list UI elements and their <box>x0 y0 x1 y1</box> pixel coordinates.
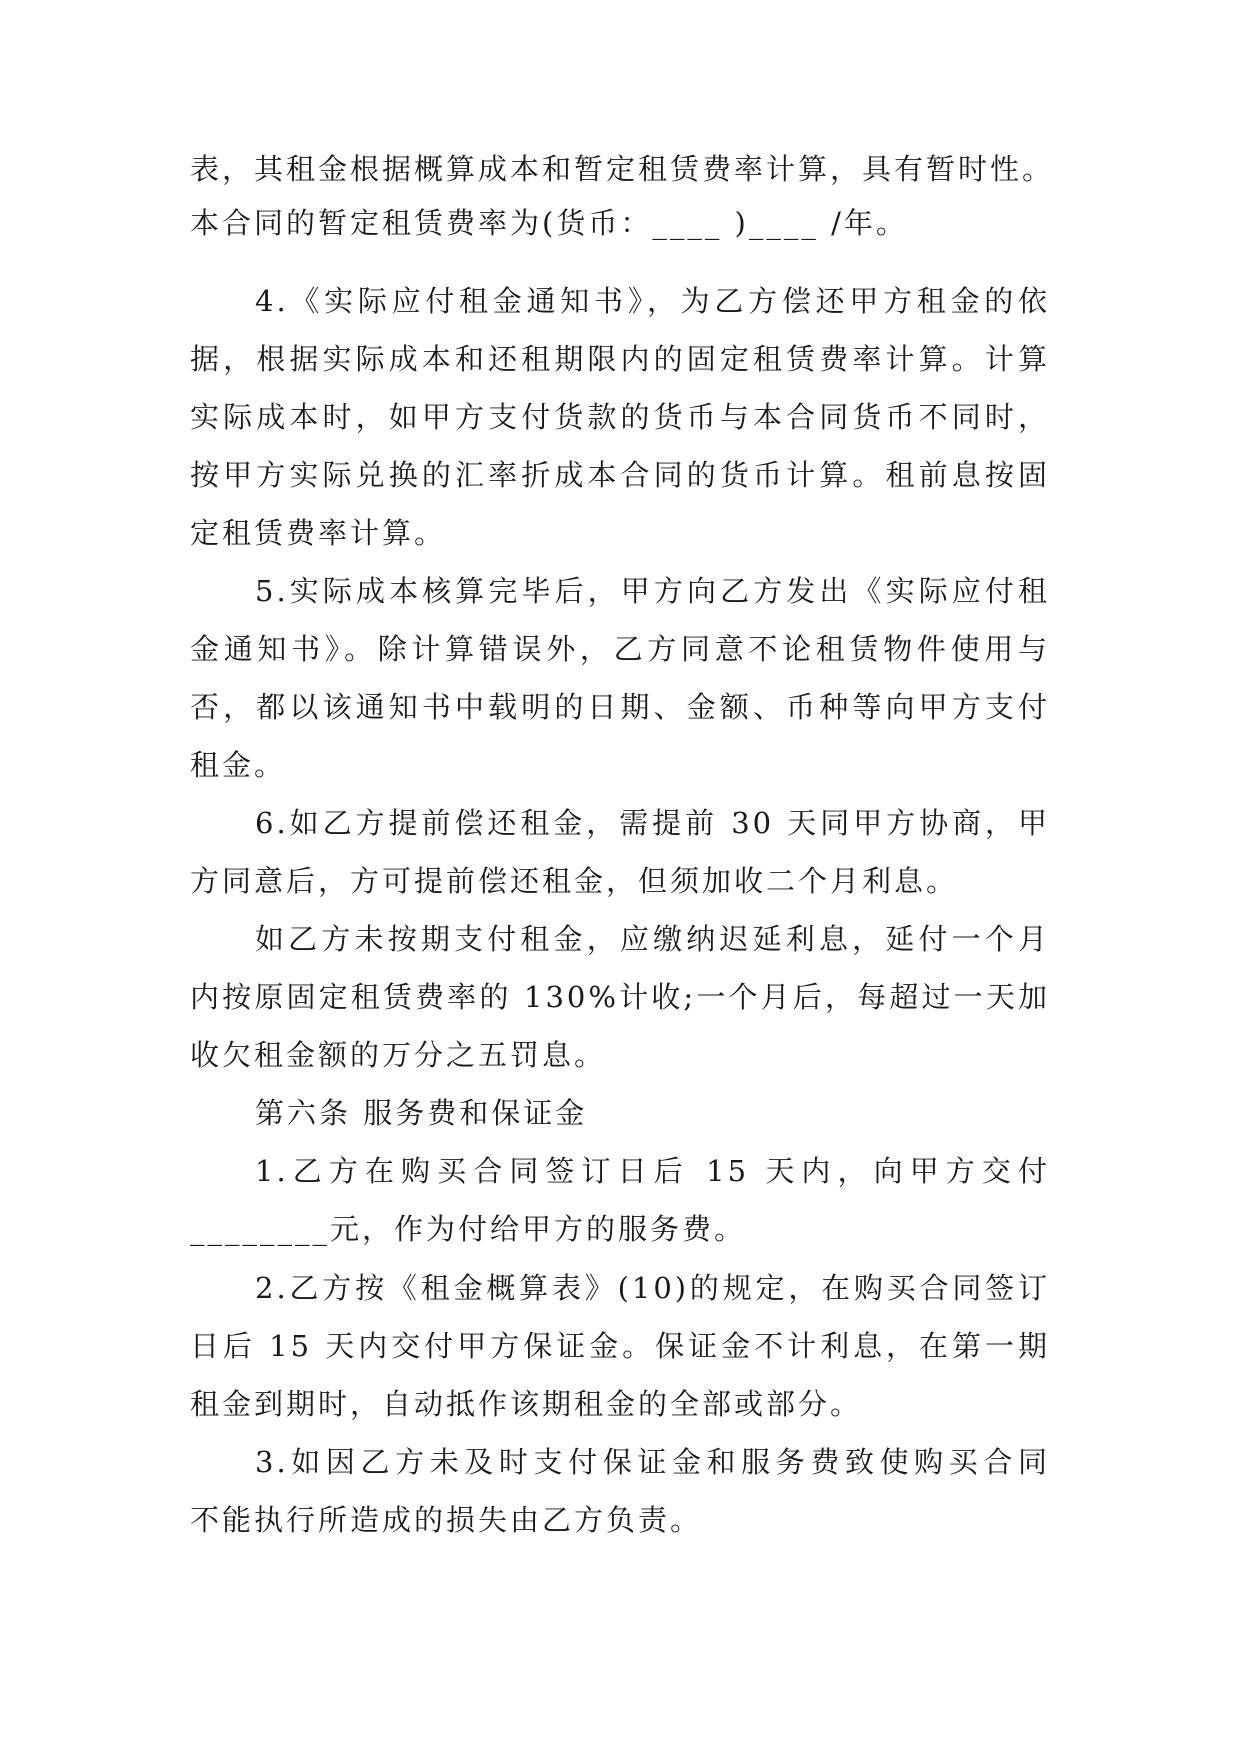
text-line: ________元，作为付给甲方的服务费。 <box>190 1212 747 1246</box>
text-line: 不能执行所造成的损失由乙方负责。 <box>190 1503 703 1537</box>
text-line: 定租赁费率计算。 <box>190 516 447 550</box>
text-line: 1.乙方在购买合同签订日后 15 天内，向甲方交付 <box>255 1154 1050 1188</box>
text-line: 3.如因乙方未及时支付保证金和服务费致使购买合同 <box>255 1445 1050 1479</box>
text-line: 6.如乙方提前偿还租金，需提前 30 天同甲方协商，甲 <box>255 806 1050 840</box>
text-line: 收欠租金额的万分之五罚息。 <box>190 1038 607 1072</box>
text-line: 2.乙方按《租金概算表》(10)的规定，在购买合同签订 <box>255 1271 1050 1305</box>
text-line: 表，其租金根据概算成本和暂定租赁费率计算，具有暂时性。 <box>190 152 1055 186</box>
text-line: 方同意后，方可提前偿还租金，但须加收二个月利息。 <box>190 864 959 898</box>
text-line: 本合同的暂定租赁费率为(货币：____ )____ /年。 <box>190 206 908 240</box>
text-line: 日后 15 天内交付甲方保证金。保证金不计利息，在第一期 <box>190 1329 1050 1363</box>
text-line: 按甲方实际兑换的汇率折成本合同的货币计算。租前息按固 <box>190 458 1050 492</box>
text-line: 如乙方未按期支付租金，应缴纳迟延利息，延付一个月 <box>255 922 1050 956</box>
section-heading: 第六条 服务费和保证金 <box>255 1096 588 1130</box>
text-line: 租金。 <box>190 748 287 782</box>
text-line: 5.实际成本核算完毕后，甲方向乙方发出《实际应付租 <box>255 574 1050 608</box>
text-line: 否，都以该通知书中载明的日期、金额、币种等向甲方支付 <box>190 690 1050 724</box>
text-line: 内按原固定租赁费率的 130%计收;一个月后，每超过一天加 <box>190 980 1050 1014</box>
text-line: 4.《实际应付租金通知书》，为乙方偿还甲方租金的依 <box>255 284 1050 318</box>
text-line: 租金到期时，自动抵作该期租金的全部或部分。 <box>190 1387 863 1421</box>
text-line: 实际成本时，如甲方支付货款的货币与本合同货币不同时， <box>190 400 1050 434</box>
text-line: 据，根据实际成本和还租期限内的固定租赁费率计算。计算 <box>190 342 1050 376</box>
text-line: 金通知书》。除计算错误外，乙方同意不论租赁物件使用与 <box>190 632 1050 666</box>
